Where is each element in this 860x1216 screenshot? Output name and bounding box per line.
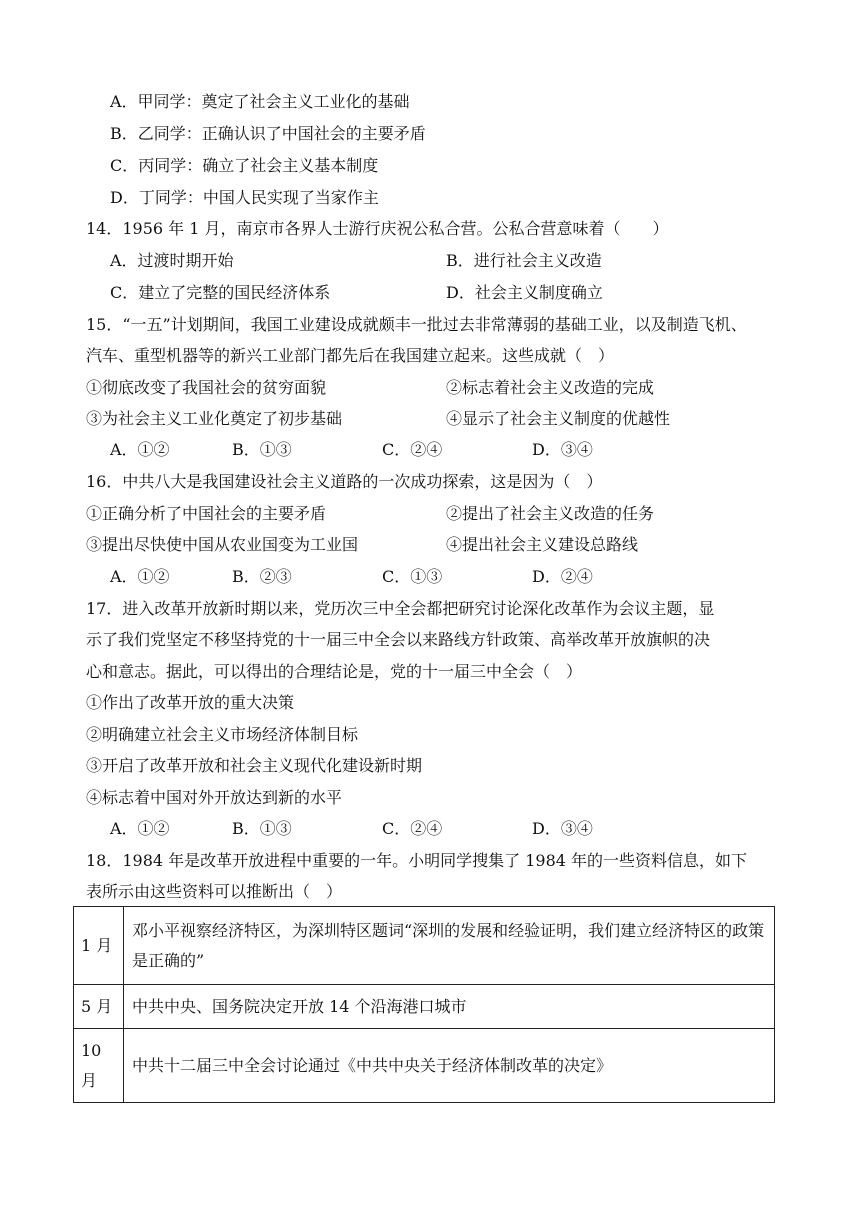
table-row	[74, 1029, 775, 1103]
table-row	[74, 985, 775, 1029]
month-cell: 5 月	[74, 985, 124, 1029]
q16-stem: 16．中共八大是我国建设社会主义道路的一次成功探索，这是因为（ ）	[86, 472, 603, 491]
q14-option-b: B．进行社会主义改造	[446, 251, 602, 270]
q17-stem-line-1: 17．进入改革开放新时期以来，党历次三中全会都把研究讨论深化改革作为会议主题，显	[86, 599, 715, 618]
q17-stem-line-2: 示了我们党坚定不移坚持党的十一届三中全会以来路线方针政策、高举改革开放旗帜的决	[86, 630, 711, 649]
q16-choice-d: D．②④	[532, 567, 593, 586]
q15-choice-a: A．①②	[110, 440, 170, 459]
q16-choice-b: B．②③	[232, 567, 292, 586]
q15-item-4: ④显示了社会主义制度的优越性	[446, 409, 671, 428]
q14-option-d: D．社会主义制度确立	[446, 283, 603, 302]
q15-choice-b: B．①③	[232, 440, 292, 459]
q16-item-1: ①正确分析了中国社会的主要矛盾	[86, 504, 327, 523]
q17-item-3: ③开启了改革开放和社会主义现代化建设新时期	[86, 756, 423, 775]
q15-stem-line-2: 汽车、重型机器等的新兴工业部门都先后在我国建立起来。这些成就（ ）	[86, 346, 615, 365]
q13-option-b: B．乙同学：正确认识了中国社会的主要矛盾	[110, 124, 426, 143]
q16-item-4: ④提出社会主义建设总路线	[446, 535, 639, 554]
q18-stem-line-1: 18．1984 年是改革开放进程中重要的一年。小明同学搜集了 1984 年的一些资料信息，如下	[86, 851, 748, 870]
q17-item-1: ①作出了改革开放的重大决策	[86, 693, 295, 712]
q14-option-a: A．过渡时期开始	[110, 251, 234, 270]
q15-item-2: ②标志着社会主义改造的完成	[446, 378, 655, 397]
q13-option-d: D．丁同学：中国人民实现了当家作主	[110, 188, 379, 207]
q17-choice-b: B．①③	[232, 819, 292, 838]
q13-option-c: C．丙同学：确立了社会主义基本制度	[110, 156, 379, 175]
table-row	[74, 907, 775, 985]
event-cell: 中共十二届三中全会讨论通过《中共中央关于经济体制改革的决定》	[124, 1029, 775, 1103]
q16-choice-c: C．①③	[382, 567, 443, 586]
q18-events-table	[73, 906, 775, 1103]
q17-stem-line-3: 心和意志。据此，可以得出的合理结论是，党的十一届三中全会（ ）	[86, 662, 583, 681]
month-cell: 10 月	[74, 1029, 124, 1103]
q14-stem: 14．1956 年 1 月，南京市各界人士游行庆祝公私合营。公私合营意味着（ ）	[86, 219, 669, 238]
month-cell: 1 月	[74, 907, 124, 985]
q15-stem-line-1: 15．“一五”计划期间，我国工业建设成就颇丰一批过去非常薄弱的基础工业，以及制造飞机、	[86, 315, 747, 334]
q18-stem-line-2: 表所示由这些资料可以推断出（ ）	[86, 882, 343, 901]
q16-choice-a: A．①②	[110, 567, 170, 586]
q14-option-c: C．建立了完整的国民经济体系	[110, 283, 331, 302]
q15-item-3: ③为社会主义工业化奠定了初步基础	[86, 409, 343, 428]
q16-item-3: ③提出尽快使中国从农业国变为工业国	[86, 535, 359, 554]
q15-item-1: ①彻底改变了我国社会的贫穷面貌	[86, 378, 327, 397]
q13-option-a: A．甲同学：奠定了社会主义工业化的基础	[110, 92, 410, 111]
q16-item-2: ②提出了社会主义改造的任务	[446, 504, 655, 523]
q15-choice-c: C．②④	[382, 440, 443, 459]
event-cell: 邓小平视察经济特区，为深圳特区题词“深圳的发展和经验证明，我们建立经济特区的政策是正确的”	[124, 907, 775, 985]
q17-item-4: ④标志着中国对外开放达到新的水平	[86, 788, 343, 807]
q17-choice-c: C．②④	[382, 819, 443, 838]
q17-choice-d: D．③④	[532, 819, 593, 838]
event-cell: 中共中央、国务院决定开放 14 个沿海港口城市	[124, 985, 775, 1029]
q17-item-2: ②明确建立社会主义市场经济体制目标	[86, 725, 359, 744]
q15-choice-d: D．③④	[532, 440, 593, 459]
q17-choice-a: A．①②	[110, 819, 170, 838]
